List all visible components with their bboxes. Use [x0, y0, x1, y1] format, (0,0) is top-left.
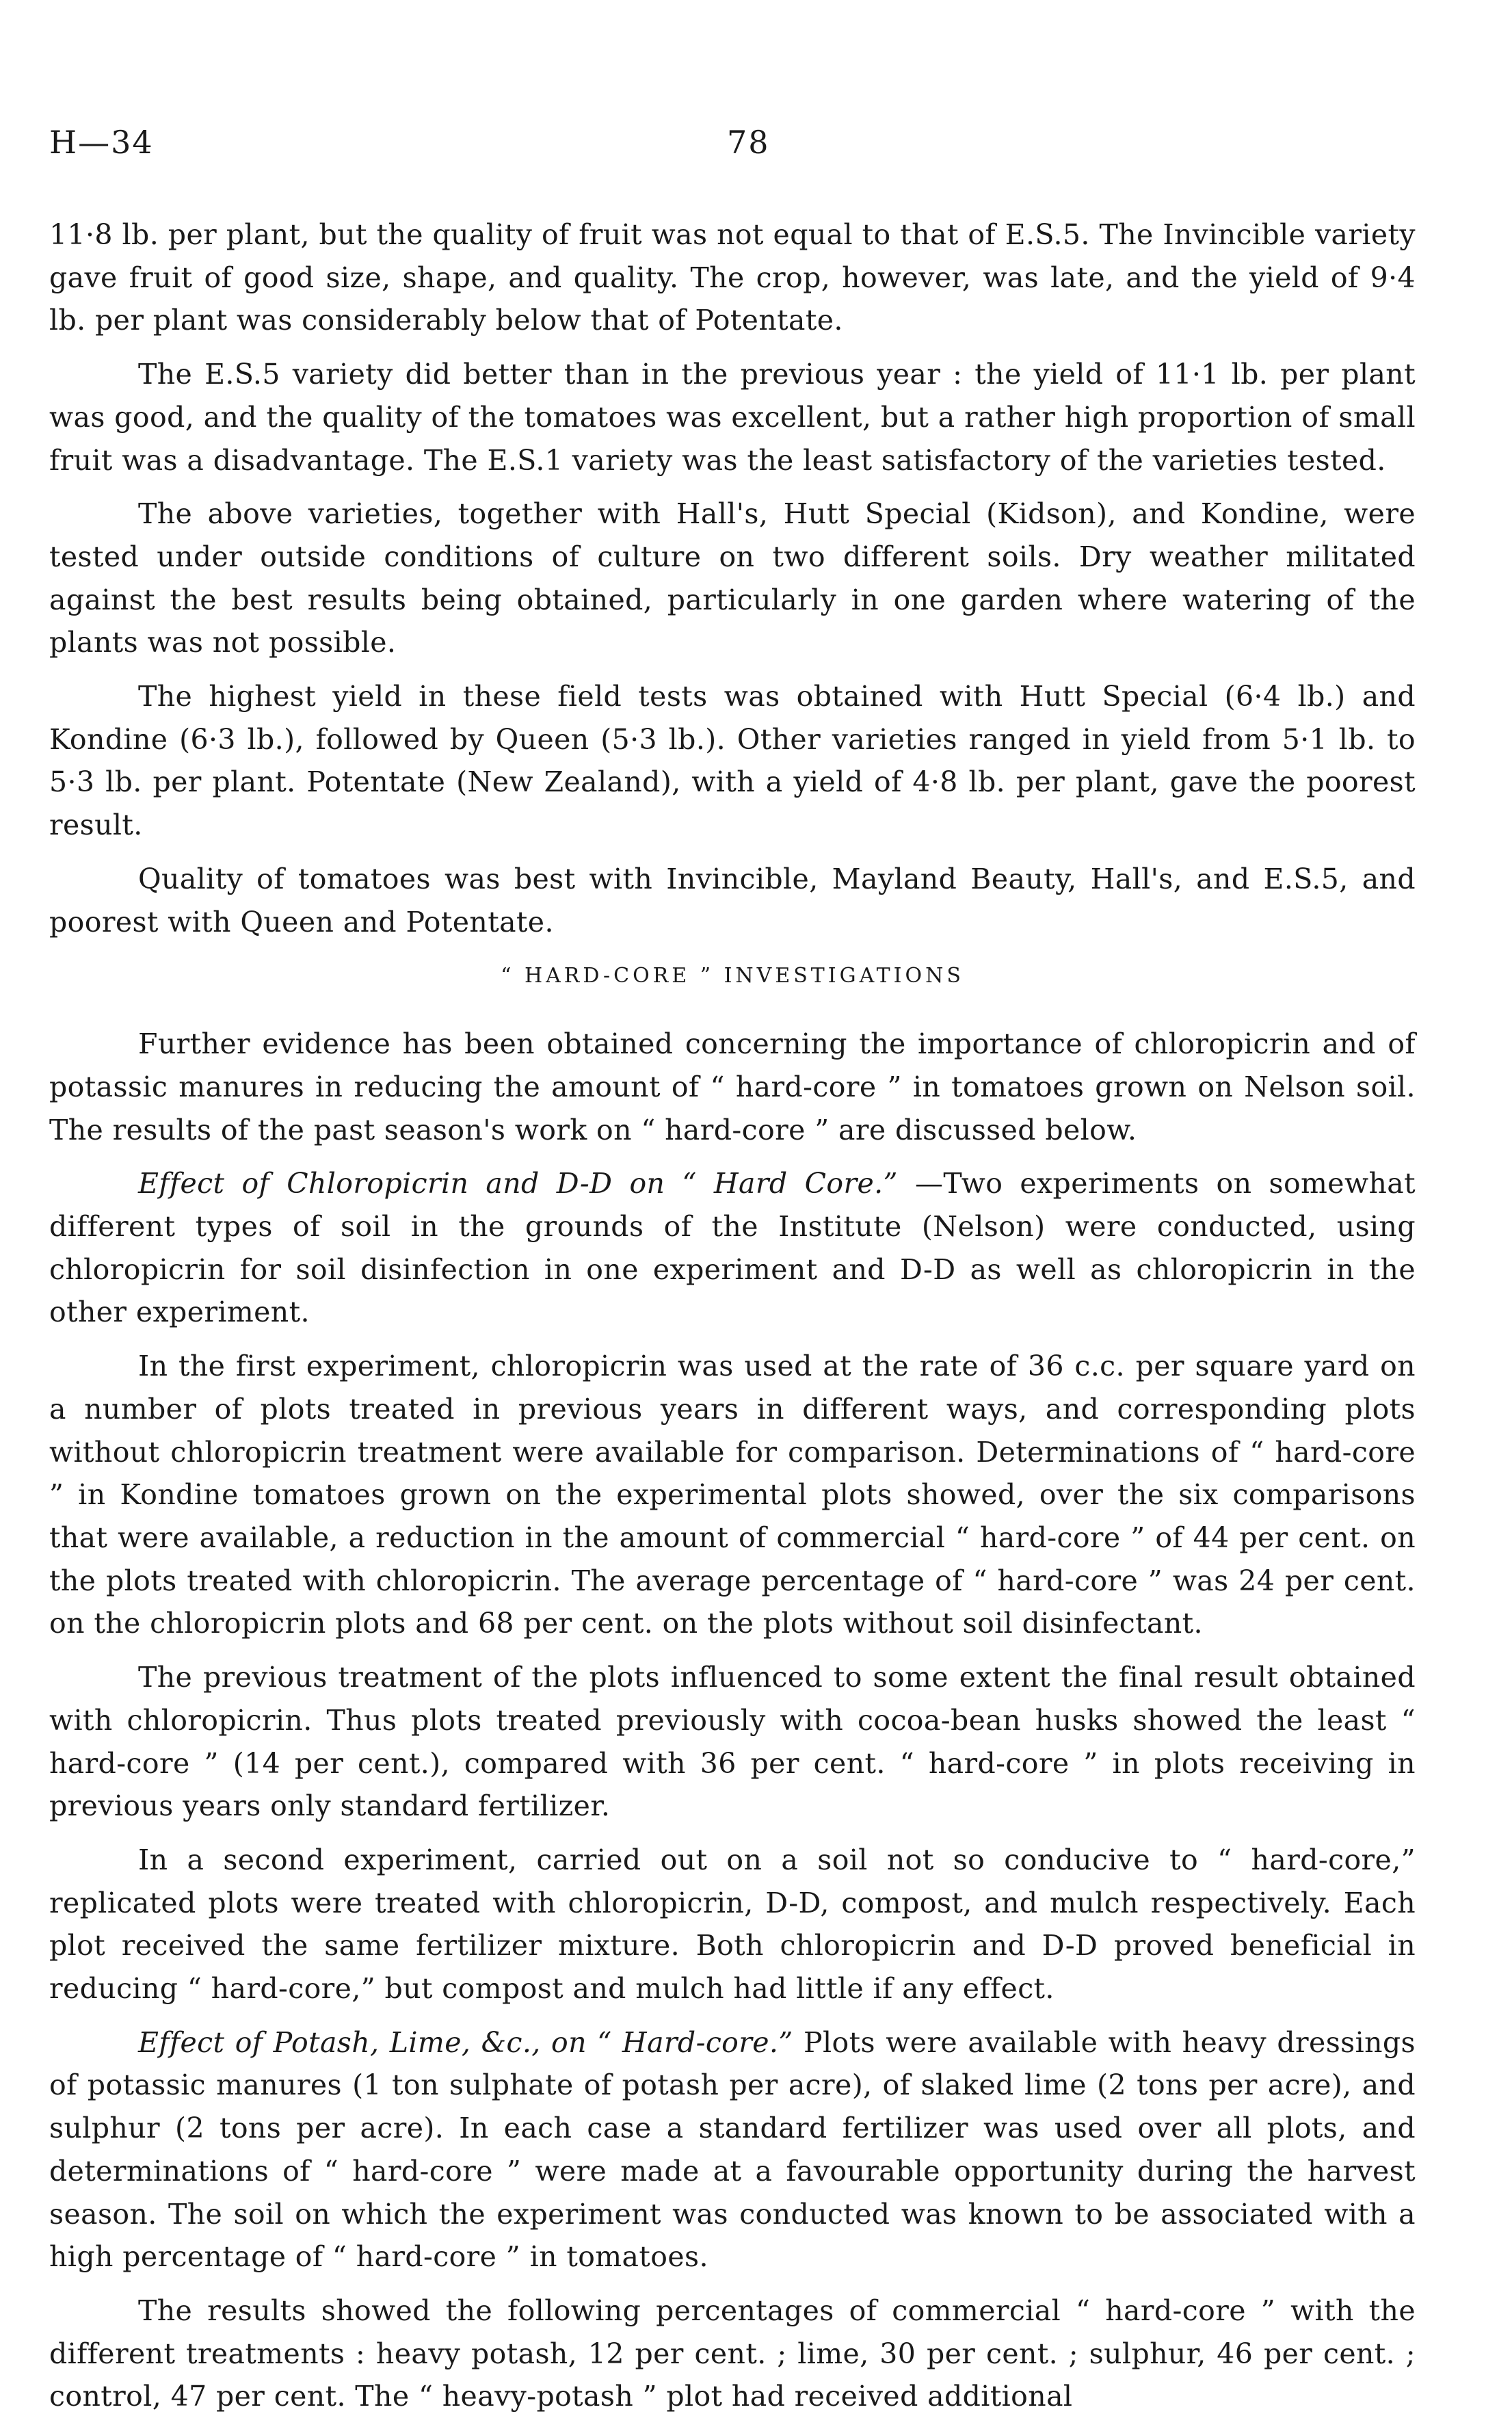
paragraph-potash-lime-effect [49, 2021, 1416, 2279]
paragraph-chloropicrin-effect [49, 1162, 1416, 1334]
paragraph-further-evidence: Further evidence has been obtained concerning the importance of chloropicrin and of potassic manures in reducing the amount of “ hard-core ” in tomatoes grown on Nelson soil. The results of the past season's work on “ hard-core ” are discussed below. [49, 1027, 1416, 1146]
paragraph-second-experiment: In a second experiment, carried out on a soil not so conducive to “ hard-core,” replicated plots were treated with chloropicrin, D-D, compost, and mulch respectively. Each plot received the same fertilizer mixture. Both chloropicrin and D-D proved beneficial in reducing “ hard-core,” but compost and mulch had little if any effect. [49, 1843, 1416, 2006]
paragraph-first-experiment: In the first experiment, chloropicrin was used at the rate of 36 c.c. per square yard on a number of plots treated in previous years in different ways, and corresponding plots without chloropicrin treatment were available for comparison. Determinations of “ hard-core ” in Kondine tomatoes grown on the experimental plots showed, over the six comparisons that were available, a reduction in the amount of commercial “ hard-core ” of 44 per cent. on the plots treated with chloropicrin. The average percentage of “ hard-core ” was 24 per cent. on the chloropicrin plots and 68 per cent. on the plots without soil disinfectant. [49, 1350, 1416, 1640]
subsection-title-chloropicrin: Effect of Chloropicrin and D-D on “ Hard Core.” [138, 1167, 898, 1200]
paragraph-quality: Quality of tomatoes was best with Invincible, Mayland Beauty, Hall's, and E.S.5, and poorest with Queen and Potentate. [49, 862, 1416, 938]
report-code: H—34 [49, 124, 154, 161]
paragraph-es5-variety: The E.S.5 variety did better than in the previous year : the yield of 11·1 lb. per plant was good, and the quality of the tomatoes was excellent, but a rather high proportion of small fruit was a disadvantage. The E.S.1 variety was the least satisfactory of the varieties tested. [49, 358, 1416, 477]
paragraph-results: The results showed the following percentages of commercial “ hard-core ” with the different treatments : heavy potash, 12 per cent. ; lime, 30 per cent. ; sulphur, 46 per cent. ; control, 47 per cent. The “ heavy-potash ” plot had received additional [49, 2294, 1416, 2413]
page-number: 78 [727, 124, 770, 161]
section-heading: “ HARD-CORE ” INVESTIGATIONS [501, 964, 964, 988]
paragraph-outside-conditions: The above varieties, together with Hall's, Hutt Special (Kidson), and Kondine, were tested under outside conditions of culture on two different soils. Dry weather militated against the best results being obtained, particularly in one garden where watering of the plants was not possible. [49, 497, 1416, 659]
paragraph-previous-treatment: The previous treatment of the plots influenced to some extent the final result obtained with chloropicrin. Thus plots treated previously with cocoa-bean husks showed the least “ hard-core ” (14 per cent.), compared with 36 per cent. “ hard-core ” in plots receiving in previous years only standard fertilizer. [49, 1661, 1416, 1823]
paragraph-continued: 11·8 lb. per plant, but the quality of fruit was not equal to that of E.S.5. The Invincible variety gave fruit of good size, shape, and quality. The crop, however, was late, and the yield of 9·4 lb. per plant was considerably below that of Potentate. [49, 218, 1416, 337]
subsection-title-potash: Effect of Potash, Lime, &c., on “ Hard-core.” [138, 2025, 793, 2059]
paragraph-text: Plots were available with heavy dressings of potassic manures (1 ton sulphate of potash per acre), of slaked lime (2 tons per acre), and sulphur (2 tons per acre). In each case a standard fertilizer was used over all plots, and determinations of “ hard-core ” were made at a favourable opportunity during the harvest season. The soil on which the experiment was conducted was known to be associated with a high percentage of “ hard-core ” in tomatoes. [49, 2025, 1416, 2274]
paragraph-field-yields: The highest yield in these field tests was obtained with Hutt Special (6·4 lb.) and Kondine (6·3 lb.), followed by Queen (5·3 lb.). Other varieties ranged in yield from 5·1 lb. to 5·3 lb. per plant. Potentate (New Zealand), with a yield of 4·8 lb. per plant, gave the poorest result. [49, 680, 1416, 842]
body-text [49, 213, 1416, 2429]
paragraph-text: —Two experiments on somewhat different types of soil in the grounds of the Institute (Nelson) were conducted, using chloropicrin for soil disinfection in one experiment and D-D as well as chloropicrin in the other experiment. [49, 1167, 1416, 1329]
